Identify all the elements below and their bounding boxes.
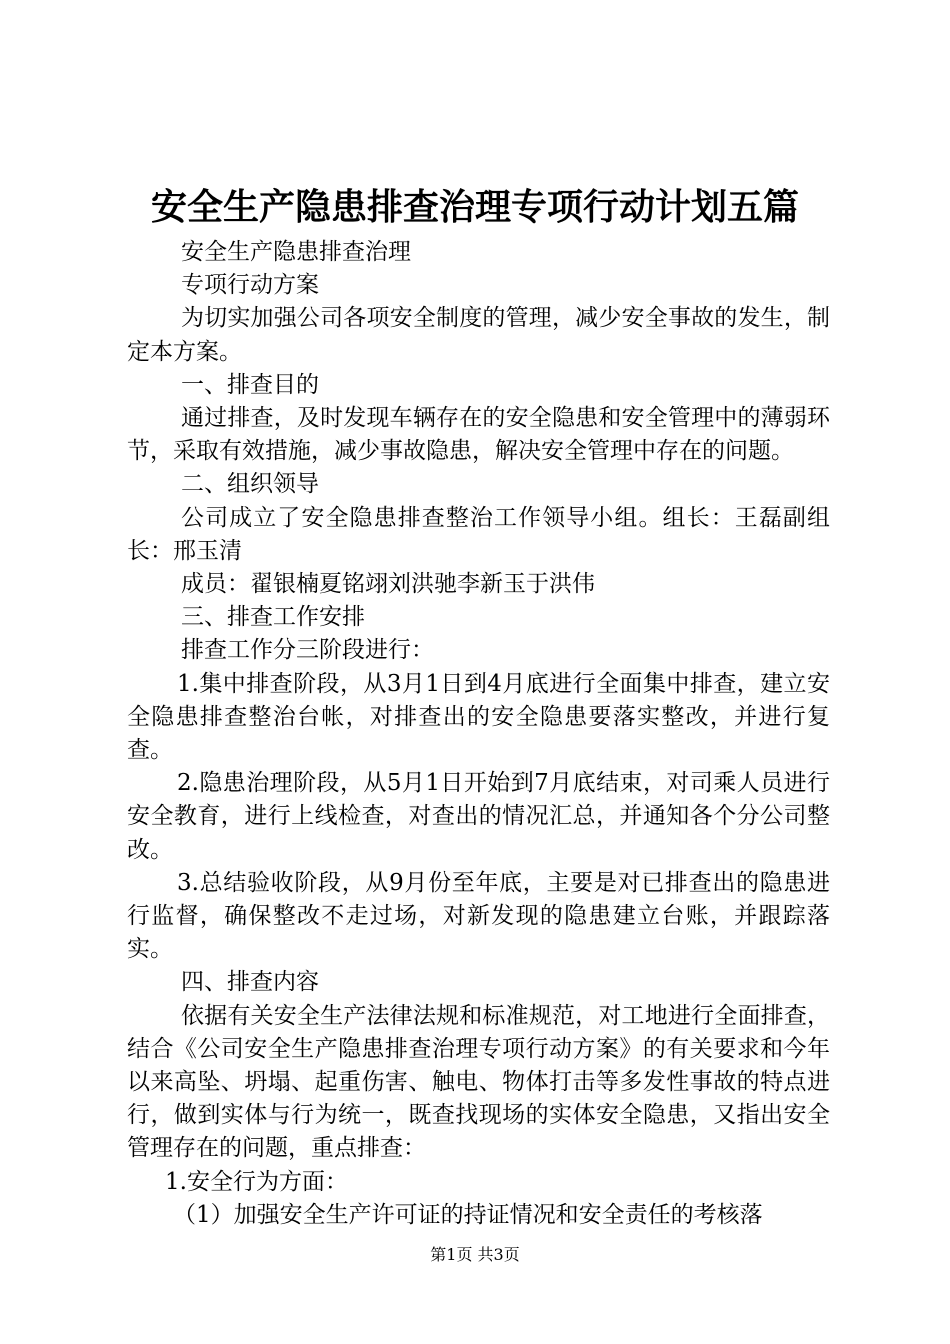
list-item: 2.隐患治理阶段，从5月1日开始到7月底结束，对司乘人员进行安全教育，进行上线检查，对查出的情况汇总，并通知各个分公司整改。 <box>127 770 830 863</box>
section-heading: 二、组织领导 <box>181 471 319 498</box>
paragraph: 为切实加强公司各项安全制度的管理，减少安全事故的发生，制定本方案。 <box>127 305 830 365</box>
list-item: 1.集中排查阶段，从3月1日到4月底进行全面集中排查，建立安全隐患排查整治台帐，对排查出的安全隐患要落实整改，并进行复查。 <box>127 670 830 764</box>
paragraph: 成员：翟银楠夏铭翊刘洪驰李新玉于洪伟 <box>181 571 595 598</box>
list-item: 3.总结验收阶段，从9月份至年底，主要是对已排查出的隐患进行监督，确保整改不走过场，对新发现的隐患建立台账，并跟踪落实。 <box>127 869 830 963</box>
paragraph: 排查工作分三阶段进行： <box>181 637 434 664</box>
section-heading: 三、排查工作安排 <box>181 604 365 631</box>
paragraph: 依据有关安全生产法律法规和标准规范，对工地进行全面排查，结合《公司安全生产隐患排查治理专项行动方案》的有关要求和今年以来高坠、坍塌、起重伤害、触电、物体打击等多发性事故的特点进行，做到实体与行为统一，既查找现场的实体安全隐患，又指出安全管理存在的问题，重点排查： <box>127 1002 830 1162</box>
list-item: 1.安全行为方面： <box>165 1168 348 1195</box>
section-heading: 一、排查目的 <box>181 371 319 398</box>
paragraph: 公司成立了安全隐患排查整治工作领导小组。组长：王磊副组长：邢玉清 <box>127 504 830 564</box>
paragraph: 通过排查，及时发现车辆存在的安全隐患和安全管理中的薄弱环节，采取有效措施，减少事故隐患，解决安全管理中存在的问题。 <box>127 405 830 465</box>
page-footer: 第1页 共3页 <box>430 1245 520 1264</box>
document-body <box>127 236 830 1232</box>
list-item: （1）加强安全生产许可证的持证情况和安全责任的考核落 <box>173 1201 763 1228</box>
document-title: 安全生产隐患排查治理专项行动计划五篇 <box>150 187 799 228</box>
paragraph: 专项行动方案 <box>181 272 319 299</box>
section-heading: 四、排查内容 <box>181 969 319 996</box>
paragraph: 安全生产隐患排查治理 <box>181 239 411 265</box>
